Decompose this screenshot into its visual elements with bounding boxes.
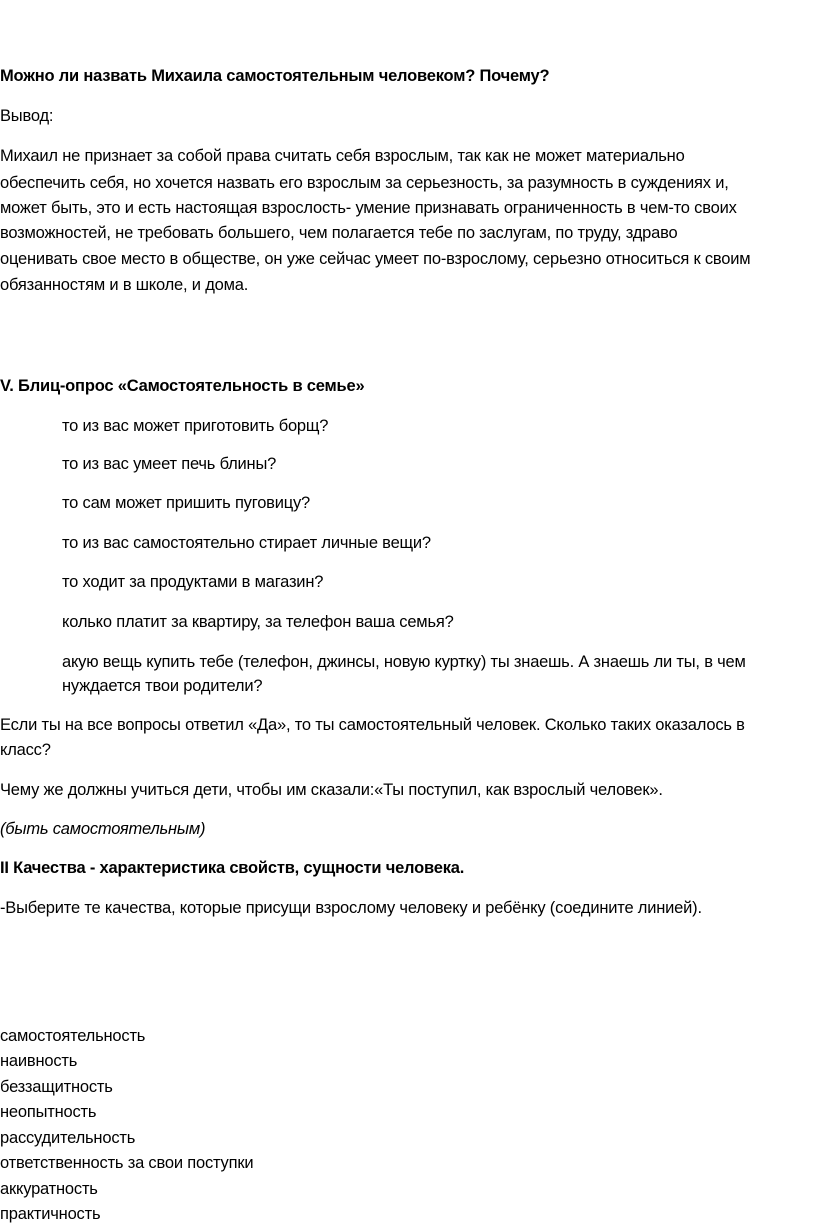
conclusion-line: возможностей, не требовать большего, чем полагается тебе по заслугам, по труду, здраво	[0, 224, 678, 242]
blitz-heading: V. Блиц-опрос «Самостоятельность в семье»	[0, 377, 365, 395]
blitz-item: то из вас умеет печь блины?	[62, 455, 277, 473]
conclusion-line: обязанностям и в школе, и дома.	[0, 276, 249, 294]
blitz-item-multiline: акую вещь купить тебе (телефон, джинсы, новую куртку) ты знаешь. А знаешь ли ты, в чем	[62, 653, 746, 671]
conclusion-label: Вывод:	[0, 107, 54, 125]
quality-item: самостоятельность	[0, 1027, 146, 1045]
quality-item: рассудительность	[0, 1129, 136, 1147]
blitz-item: то ходит за продуктами в магазин?	[62, 573, 324, 591]
conclusion-line: оценивать свое место в обществе, он уже сейчас умеет по-взрослому, серьезно относиться к своим	[0, 250, 751, 268]
blitz-item: то сам может пришить пуговицу?	[62, 494, 311, 512]
blitz-item: то из вас может приготовить борщ?	[62, 417, 329, 435]
blitz-item: колько платит за квартиру, за телефон ваша семья?	[62, 613, 454, 631]
blitz-item: то из вас самостоятельно стирает личные вещи?	[62, 534, 431, 552]
conclusion-line: может быть, это и есть настоящая взрослость- умение признавать ограниченность в чем-то своих	[0, 199, 737, 217]
question-heading: Можно ли назвать Михаила самостоятельным человеком? Почему?	[0, 67, 550, 85]
conclusion-line: обеспечить себя, но хочется назвать его взрослым за серьезность, за разумность в суждениях и,	[0, 174, 729, 192]
conclusion-line: Михаил не признает за собой права считать себя взрослым, так как не может материально	[0, 147, 685, 165]
summary-line: класс?	[0, 741, 51, 759]
quality-item: неопытность	[0, 1103, 97, 1121]
quality-item: беззащитность	[0, 1078, 113, 1096]
answer-italic: (быть самостоятельным)	[0, 820, 206, 838]
qualities-heading: II Качества - характеристика свойств, сущности человека.	[0, 859, 465, 877]
blitz-item-multiline: нуждается твои родители?	[62, 677, 263, 695]
quality-item: ответственность за свои поступки	[0, 1154, 254, 1172]
quality-item: аккуратность	[0, 1180, 98, 1198]
quality-item: наивность	[0, 1052, 78, 1070]
summary-line: Если ты на все вопросы ответил «Да», то ты самостоятельный человек. Сколько таких оказалось в	[0, 716, 745, 734]
quality-item: практичность	[0, 1205, 101, 1223]
kids-question: Чему же должны учиться дети, чтобы им сказали:«Ты поступил, как взрослый человек».	[0, 781, 663, 799]
qualities-task: -Выберите те качества, которые присущи взрослому человеку и ребёнку (соедините линией).	[0, 899, 702, 917]
